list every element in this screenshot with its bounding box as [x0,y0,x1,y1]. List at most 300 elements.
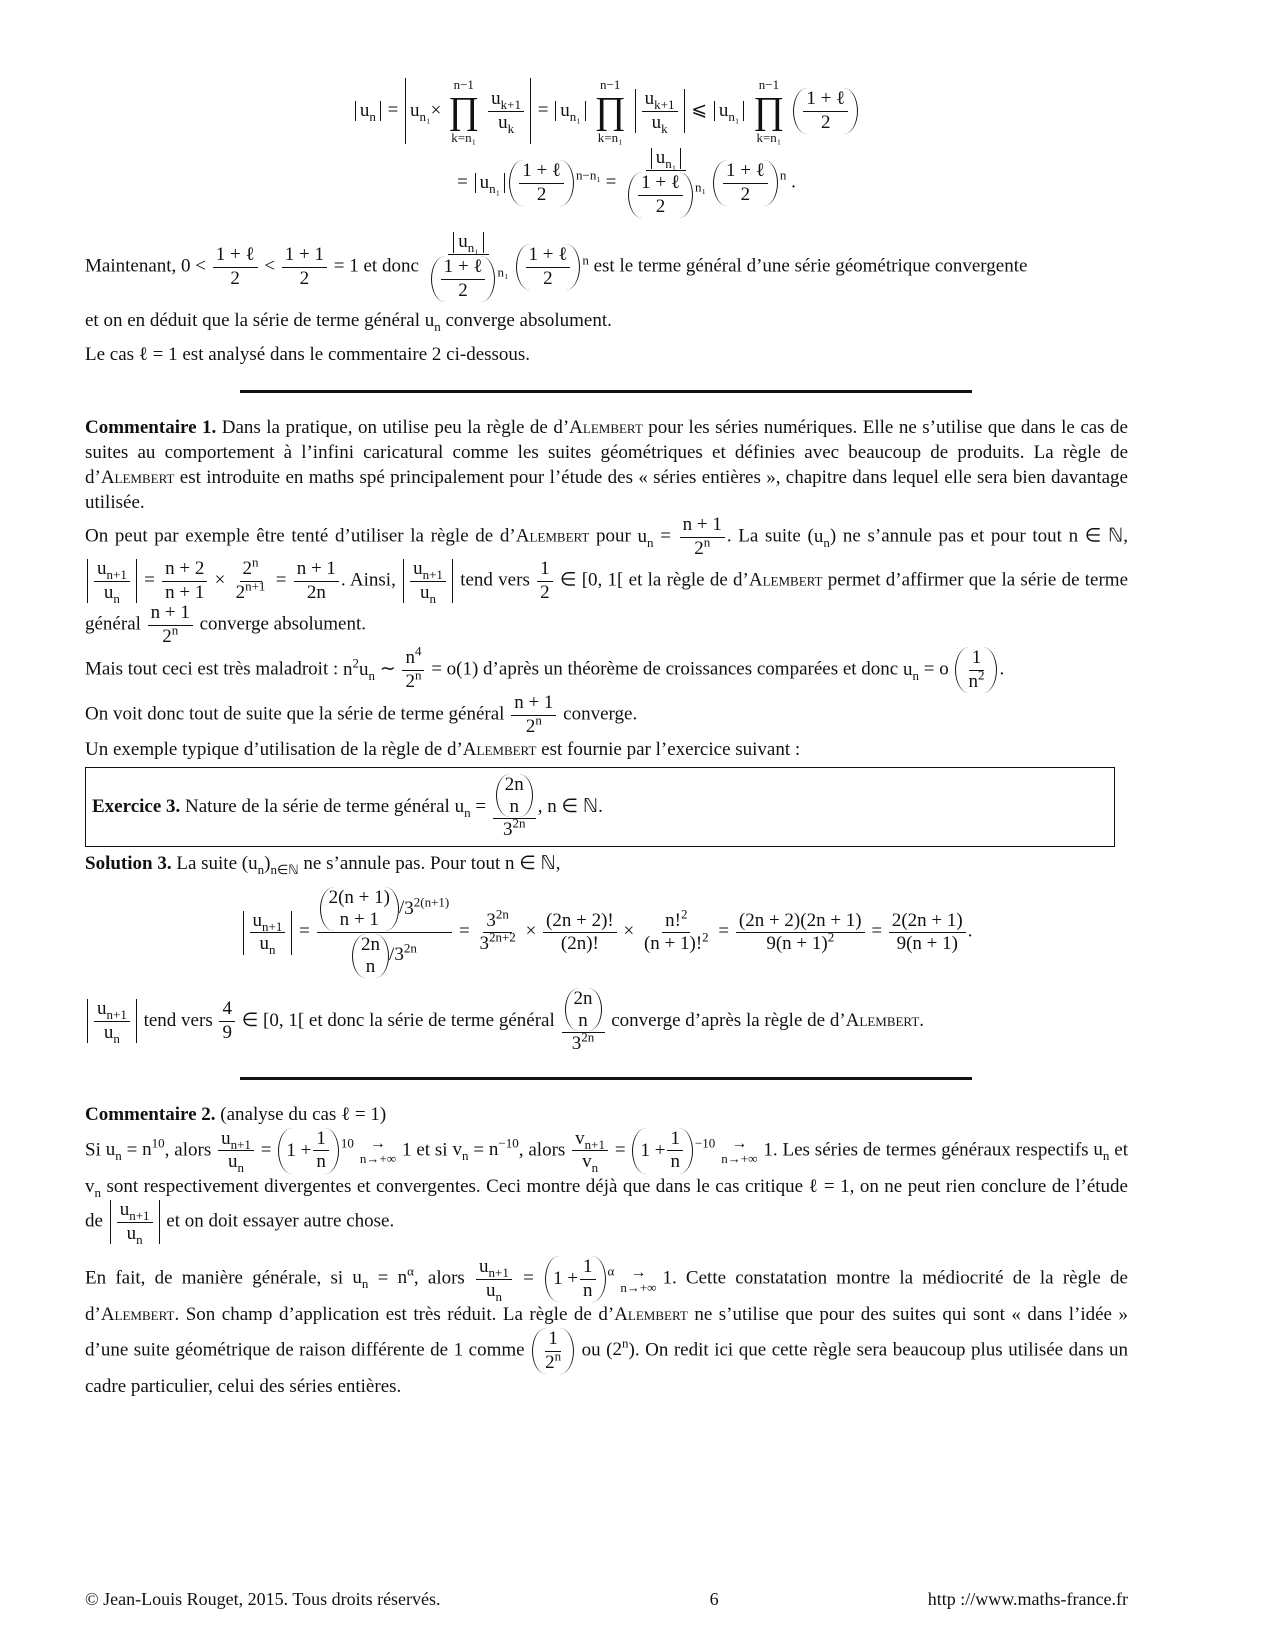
text: 1 + ℓ [528,244,568,266]
subscript: n [136,1231,143,1247]
text: 3 [479,933,489,955]
name-small-caps: Alembert [100,467,175,489]
subscript: n [113,590,120,606]
text: / [389,944,395,966]
math-term [454,795,471,820]
denominator [818,112,834,134]
numerator [313,1129,329,1152]
math-term [162,622,179,647]
text: . [919,1009,925,1031]
page-footer [85,1569,1128,1610]
fraction [218,1127,254,1176]
math-term [85,1175,101,1200]
fraction [623,148,709,218]
subscript: n [434,319,441,335]
fraction [889,911,966,955]
comment-1-paragraph-4 [85,693,1128,737]
solution-3-intro [85,851,1128,877]
text: n [397,1267,408,1289]
text: 9(n + 1) [766,933,828,955]
math-term [1093,1139,1110,1164]
fraction [511,693,556,737]
numerator [638,173,683,196]
text: ne s’annule pas. Pour tout n ∈ ℕ, [298,853,561,875]
numerator [493,774,536,820]
text: 4 [222,998,232,1020]
text: ∈ [0, 1[ et donc la série de terme général [236,1009,560,1031]
numerator [723,161,768,184]
subscript: n [591,1160,599,1176]
text: 1 + [553,1267,579,1289]
text: u [103,1021,114,1043]
math-term [221,1127,251,1152]
math-term [429,256,509,301]
text: et on en déduit que la série de terme général [85,310,425,332]
denominator [579,1151,601,1176]
fraction [162,559,207,603]
denominator [667,1151,683,1173]
text: u [491,87,501,109]
denominator [537,582,553,604]
subscript: n∈ℕ [270,862,299,878]
subscript: n [647,534,654,550]
binom-bottom: n [365,955,376,977]
math-term [582,1151,599,1176]
math-term [424,310,441,335]
math-term [142,1136,165,1161]
text: 1 + [640,1139,666,1161]
numerator [219,999,235,1022]
math-term [97,558,127,583]
denominator [580,1280,596,1302]
math-term [651,111,668,136]
superscript: n−n₁ [576,168,601,184]
math-term [458,231,479,256]
numerator [162,559,207,582]
text: u [424,310,435,332]
superscript: 2 [352,655,360,671]
text: 1 [548,1328,558,1350]
text: u [359,658,369,680]
product-symbol-icon: ∏ [448,90,480,132]
subscript: n+1 [584,1136,606,1152]
subscript: n₁ [569,108,581,124]
denominator [691,534,713,560]
text: = [866,920,887,942]
product-operator [592,78,629,144]
text: = [653,525,678,547]
product-lower: k=n₁ [597,130,623,145]
text: Si [85,1139,106,1161]
superscript: n [622,1336,629,1352]
text: × [520,920,542,942]
text: 1 + [286,1139,312,1161]
text: 1 et si [401,1139,453,1161]
numerator [889,911,966,934]
fraction [488,87,524,136]
numerator [218,1129,254,1152]
text: n + 1 [682,514,722,536]
superscript: 2n [581,1030,595,1046]
denominator [304,582,329,604]
math-term [264,853,299,878]
math-term [228,1151,245,1176]
binom-bottom: n [509,795,520,817]
superscript: n+1 [245,578,266,594]
denominator [653,196,669,218]
superscript: n [554,1348,562,1364]
text: est le terme général d’une série géométrique convergente [588,255,1028,277]
text: 2 [242,558,253,580]
math-term [525,712,542,737]
text: . [967,920,973,942]
math-term [352,1267,369,1292]
text: est fournie par l’exercice suivant : [536,739,801,761]
text: u [259,933,269,955]
text: 2(2n + 1) [891,909,963,931]
text: = [468,1139,489,1161]
limit-label: n→+∞ [359,1151,396,1167]
text: u [479,171,490,193]
parenthesized-expression [431,256,496,302]
display-equation-line-2 [85,148,1128,218]
math-term [903,658,919,683]
parenthesized-expression [545,1256,605,1302]
text: 1 + ℓ [522,160,562,182]
numerator [580,1257,596,1280]
text: u [903,658,913,680]
text: 1 [540,558,550,580]
subscript: n₁ [489,180,501,196]
text: , alors [413,1267,475,1289]
arrow-icon: → [731,1135,748,1153]
text: (2n + 2)! [546,909,614,931]
comment-2-heading [85,1102,1128,1128]
text: = [610,1139,631,1161]
text: n + 2 [165,558,205,580]
numerator [148,603,193,626]
text: Dans la pratique, on utilise peu la règle de d’ [216,417,570,439]
text: 1. Cette constatation montre la médiocrité de la règle de d’ [85,1267,1128,1326]
text: u [352,1267,362,1289]
bold-label: Solution 3. [85,853,172,875]
denominator [313,1151,329,1173]
text: , n ∈ ℕ. [537,795,603,817]
paragraph-maintenant [85,232,1128,302]
text: n [488,1139,499,1161]
numerator [448,232,489,255]
denominator [256,933,278,955]
subscript: k+1 [654,96,675,112]
math-term [343,655,360,680]
text: 1 + ℓ [725,160,765,182]
comment-2-paragraph-2 [85,1256,1128,1400]
math-term [479,1256,509,1280]
numerator [94,999,130,1022]
fraction [803,89,848,133]
parenthesized-expression [713,160,778,206]
fraction [94,998,130,1046]
numerator [213,245,258,268]
text: 3 [503,819,513,841]
text: u [479,1256,489,1278]
text: 2 [458,279,468,301]
absolute-value [453,231,484,256]
denominator [894,933,961,955]
numerator [294,559,339,582]
absolute-value [243,911,293,955]
text: u [105,1139,116,1161]
text: 2 [525,715,536,737]
binom-top: 2(n + 1) [328,887,390,909]
superscript: α [607,1264,615,1280]
binomial-coefficient [320,887,399,931]
denominator [417,582,439,604]
subscript: n+1 [422,567,443,583]
text: = [368,1267,398,1289]
denominator [476,929,518,955]
binom-bottom: n [578,1009,588,1031]
product-symbol-icon: ∏ [594,90,626,132]
math-term [968,667,985,692]
paragraph-cas-l-egal-1 [85,342,1128,368]
math-term [711,160,787,205]
text: u [718,99,729,121]
superscript: 2n+2 [488,929,516,945]
absolute-value [87,998,137,1046]
text: . [999,658,1005,680]
comment-1-paragraph-5 [85,737,1128,763]
text: = [600,171,622,193]
numerator [441,257,486,280]
text: u [228,1151,238,1173]
parenthesized-expression [532,1328,574,1374]
text: 2 [543,267,553,289]
fraction [641,906,712,955]
subscript: n+1 [106,567,127,583]
subscript: n [94,1184,101,1200]
superscript: n [252,554,259,570]
text: = [454,920,475,942]
superscript: 2 [680,906,688,922]
superscript: n [414,667,422,683]
text: (2n + 2)(2n + 1) [738,909,862,931]
denominator [558,933,602,955]
math-term [480,173,501,194]
math-term [242,554,259,580]
text: = [533,99,554,121]
math-term [612,1336,629,1361]
subscript: n+1 [129,1207,150,1223]
text: tend vers [454,569,536,591]
absolute-value [87,558,137,606]
text: tend vers [138,1009,218,1031]
text: ou ( [576,1339,613,1361]
text: La suite ( [171,853,249,875]
subscript: n [361,1276,369,1292]
text: 1 [316,1127,326,1149]
fraction [441,257,486,301]
denominator [569,1030,598,1055]
math-term [656,148,677,169]
math-term [404,894,450,919]
text: pour les séries numériques. Elle ne s’utilise que dans le cas de suites au comportement à l’infini caricatural comme les suites géométriques et définies avec beaucoup de produits. La règle de d’ [85,417,1128,489]
text: 2 [740,183,751,205]
text: (2n)! [560,933,599,955]
math-term [488,1136,519,1161]
subscript: n₁ [419,108,431,124]
math-term [259,933,276,957]
comment-1-paragraph-3 [85,643,1128,693]
text: Le cas ℓ = 1 est analysé dans le commentaire 2 ci-dessous. [85,344,531,366]
denominator [455,280,471,302]
text: n [968,670,978,692]
text: n! [665,909,681,931]
fraction [667,1129,683,1173]
website-url[interactable]: http ://www.maths-france.fr [927,1589,1128,1609]
text: converge d’après la règle de d’ [606,1009,846,1031]
math-term [248,853,265,878]
text: u [655,147,666,169]
superscript: n₁ [497,264,509,280]
text: 3 [486,909,496,931]
section-divider [240,1077,972,1080]
fraction [476,906,518,955]
subscript: n [912,667,919,683]
text: Nature de la série de terme général [180,795,455,817]
fraction [317,887,453,977]
text: 3 [571,1033,582,1055]
text: n [670,1151,680,1173]
text: 1 + ℓ [641,172,680,194]
text: 9 [222,1021,232,1043]
text: u [651,111,662,133]
superscript: n [582,252,589,268]
bold-label: Commentaire 2. [85,1103,216,1125]
absolute-value [555,101,586,122]
subscript: k [661,120,668,136]
text: ne s’utilise que pour des suites qui sont « dans l’idée » d’une suite géométrique de raison différente de 1 comme [85,1304,1128,1361]
text: n + 1 [165,581,205,603]
fraction [562,988,605,1055]
text: On peut par exemple être tenté d’utiliser la règle de d’ [85,525,516,547]
text: 2 [545,1351,555,1373]
denominator [641,929,712,955]
math-term [452,1139,469,1164]
denominator [124,1223,146,1245]
text: n [316,1151,326,1173]
subscript: n₁ [665,155,677,171]
text: < [259,255,280,277]
product-upper: n−1 [600,77,621,92]
text: n [343,658,353,680]
fraction [542,1329,564,1373]
parenthesized-expression [793,88,858,134]
text: u [420,581,430,603]
text: = [382,99,404,121]
denominator [523,712,545,738]
text: et [1109,1139,1128,1161]
denominator [101,582,123,604]
superscript: 2 [702,929,709,945]
text: = [713,920,734,942]
text: u [359,99,370,121]
subscript: n [823,534,830,550]
math-term [719,101,740,122]
denominator [225,1151,247,1176]
math-term [543,1256,615,1301]
text: 2 [694,537,704,559]
copyright: © Jean-Louis Rouget, 2015. Tous droits réservés. [85,1589,441,1609]
text: Un exemple typique d’utilisation de la règle de d’ [85,739,463,761]
denominator [219,1022,235,1044]
text: = 1 et donc [329,255,424,277]
fraction [493,774,536,841]
math-term [637,525,654,550]
numerator [511,693,556,716]
limit-arrow [360,1136,396,1165]
numerator [662,906,690,934]
subscript: n [113,1030,120,1046]
numerator [117,1200,153,1223]
binomial-coefficient [352,934,389,978]
text: u [252,909,263,931]
numerator [410,559,446,582]
numerator [736,911,865,934]
subscript: n+1 [230,1136,251,1152]
math-term [630,1127,716,1173]
text: 1 + ℓ [443,256,483,278]
text: converge. [558,703,638,725]
text: sont respectivement divergentes et convergentes. Ceci montre déjà que dans le cas critique ℓ = 1, on ne peut rien conclure de l’étude de [85,1175,1128,1232]
absolute-value [403,558,453,606]
limit-label: n→+∞ [620,1279,657,1295]
numerator [562,988,605,1034]
subscript: n [257,862,265,878]
text: Mais tout ceci est très maladroit : [85,658,344,680]
text: ) ne s’annule pas et pour tout n ∈ ℕ, [829,525,1128,547]
superscript: α [407,1264,414,1280]
superscript: −10 [498,1136,519,1151]
numerator [282,245,327,268]
fraction [117,1198,153,1247]
superscript: 10 [151,1136,165,1151]
product-upper: n−1 [453,77,474,92]
limit-label: n→+∞ [721,1151,758,1167]
text: u [644,87,655,109]
absolute-value [405,78,531,144]
math-term [694,534,711,559]
text: , alors [164,1139,217,1161]
math-term [413,558,443,583]
math-term [665,906,688,931]
denominator [649,112,671,134]
denominator [763,929,837,955]
numerator [537,559,553,582]
math-term [405,667,422,692]
numerator [667,1129,683,1152]
fraction [148,603,193,647]
fraction [282,245,327,289]
name-small-caps: Alembert [462,739,537,761]
solution-3-conclusion [85,988,1128,1055]
math-term [560,101,581,122]
parenthesized-expression [509,160,574,206]
math-term [276,1127,354,1173]
text: En fait, de manière générale, si [85,1267,353,1289]
text: 2 [612,1339,622,1361]
arrow-icon: → [630,1263,647,1281]
